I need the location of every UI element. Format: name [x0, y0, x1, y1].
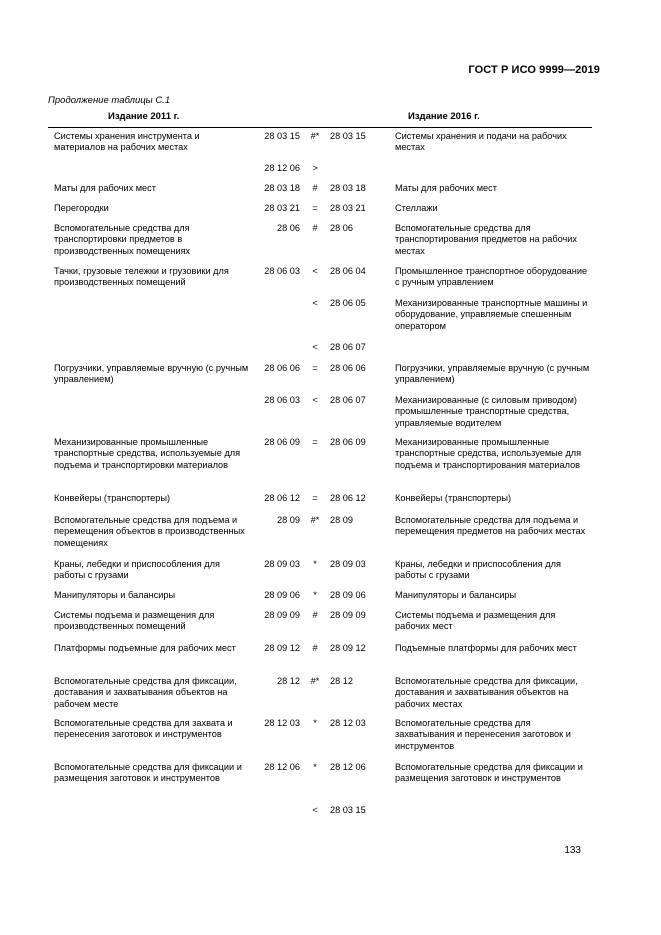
- new-edition-code: 28 06 12: [330, 493, 366, 503]
- new-edition-code: 28 06 09: [330, 437, 366, 447]
- relation-symbol: >: [312, 163, 318, 173]
- new-edition-code: 28 06 07: [330, 342, 366, 352]
- old-edition-name: Манипуляторы и балансиры: [54, 590, 176, 600]
- header-edition-2011: Издание 2011 г.: [108, 111, 180, 122]
- table-header: [48, 108, 592, 128]
- relation-symbol: =: [312, 493, 318, 503]
- new-edition-code: 28 09 06: [330, 590, 366, 600]
- new-edition-name: Манипуляторы и балансиры: [395, 590, 517, 600]
- old-edition-name: Маты для рабочих мест: [54, 183, 156, 193]
- new-edition-name: Погрузчики, управляемые вручную (с ручным управлением): [395, 363, 590, 385]
- relation-symbol: #*: [310, 131, 320, 141]
- old-edition-name: Механизированные промышленные транспортные средства, используемые для подъема и транспортировки материалов: [54, 437, 241, 470]
- new-edition-code: 28 06 06: [330, 363, 366, 373]
- new-edition-code: 28 06: [330, 223, 353, 233]
- old-edition-name: Вспомогательные средства для транспортировки предметов в производственных помещениях: [54, 223, 191, 256]
- new-edition-code: 28 09 03: [330, 559, 366, 569]
- new-edition-name: Механизированные промышленные транспортные средства, используемые для подъема и транспортирования материалов: [395, 437, 582, 470]
- relation-symbol: #*: [310, 515, 320, 525]
- relation-symbol: #: [312, 183, 318, 193]
- old-edition-code: 28 03 21: [264, 203, 300, 213]
- new-edition-name: Стеллажи: [395, 203, 438, 213]
- old-edition-name: Платформы подъемные для рабочих мест: [54, 643, 236, 653]
- relation-symbol: <: [312, 298, 318, 308]
- page-number: 133: [564, 845, 581, 856]
- new-edition-code: 28 12 03: [330, 718, 366, 728]
- new-edition-name: Конвейеры (транспортеры): [395, 493, 512, 503]
- old-edition-name: Вспомогательные средства для фиксации и размещения заготовок и инструментов: [54, 762, 242, 784]
- old-edition-code: 28 09 06: [264, 590, 300, 600]
- relation-symbol: *: [313, 718, 317, 728]
- new-edition-name: Подъемные платформы для рабочих мест: [395, 643, 577, 653]
- old-edition-name: Тачки, грузовые тележки и грузовики для производственных помещений: [54, 266, 229, 288]
- old-edition-code: 28 06 06: [264, 363, 300, 373]
- new-edition-code: 28 12: [330, 676, 353, 686]
- new-edition-code: 28 12 06: [330, 762, 366, 772]
- old-edition-code: 28 06 03: [264, 266, 300, 276]
- new-edition-code: 28 03 15: [330, 805, 366, 815]
- old-edition-name: Перегородки: [54, 203, 109, 213]
- old-edition-code: 28 03 15: [264, 131, 300, 141]
- new-edition-code: 28 06 05: [330, 298, 366, 308]
- old-edition-name: Погрузчики, управляемые вручную (с ручным управлением): [54, 363, 249, 385]
- old-edition-code: 28 12 03: [264, 718, 300, 728]
- relation-symbol: *: [313, 590, 317, 600]
- new-edition-name: Системы хранения и подачи на рабочих местах: [395, 131, 567, 153]
- relation-symbol: =: [312, 203, 318, 213]
- new-edition-name: Вспомогательные средства для захватывания и перенесения заготовок и инструментов: [395, 718, 571, 751]
- new-edition-code: 28 03 15: [330, 131, 366, 141]
- table-caption: Продолжение таблицы С.1: [48, 95, 171, 106]
- old-edition-name: Вспомогательные средства для захвата и перенесения заготовок и инструментов: [54, 718, 233, 740]
- old-edition-code: 28 03 18: [264, 183, 300, 193]
- new-edition-name: Промышленное транспортное оборудование с ручным управлением: [395, 266, 588, 288]
- new-edition-code: 28 03 21: [330, 203, 366, 213]
- new-edition-name: Вспомогательные средства для фиксации и размещения заготовок и инструментов: [395, 762, 583, 784]
- old-edition-name: Краны, лебедки и приспособления для работы с грузами: [54, 559, 220, 581]
- old-edition-code: 28 12 06: [264, 163, 300, 173]
- new-edition-code: 28 06 07: [330, 395, 366, 405]
- new-edition-name: Вспомогательные средства для подъема и перемещения предметов на рабочих местах: [395, 515, 586, 537]
- old-edition-code: 28 09: [277, 515, 300, 525]
- relation-symbol: #: [312, 223, 318, 233]
- new-edition-code: 28 09 09: [330, 610, 366, 620]
- new-edition-name: Вспомогательные средства для фиксации, доставания и захватывания объектов на рабочих местах: [395, 676, 578, 709]
- new-edition-name: Вспомогательные средства для транспортирования предметов на рабочих местах: [395, 223, 578, 256]
- new-edition-code: 28 06 04: [330, 266, 366, 276]
- old-edition-name: Конвейеры (транспортеры): [54, 493, 171, 503]
- old-edition-code: 28 06 09: [264, 437, 300, 447]
- old-edition-code: 28 09 12: [264, 643, 300, 653]
- relation-symbol: *: [313, 559, 317, 569]
- relation-symbol: #: [312, 610, 318, 620]
- new-edition-name: Системы подъема и размещения для рабочих мест: [395, 610, 556, 632]
- old-edition-code: 28 09 03: [264, 559, 300, 569]
- relation-symbol: #*: [310, 676, 320, 686]
- old-edition-code: 28 09 09: [264, 610, 300, 620]
- new-edition-code: 28 09 12: [330, 643, 366, 653]
- relation-symbol: <: [312, 266, 318, 276]
- relation-symbol: #: [312, 643, 318, 653]
- new-edition-name: Механизированные транспортные машины и оборудование, управляемые спешенным оператором: [395, 298, 588, 331]
- old-edition-code: 28 06 03: [264, 395, 300, 405]
- relation-symbol: <: [312, 805, 318, 815]
- relation-symbol: <: [312, 395, 318, 405]
- relation-symbol: *: [313, 762, 317, 772]
- new-edition-name: Механизированные (с силовым приводом) промышленные транспортные средства, управляемые водителем: [395, 395, 577, 428]
- relation-symbol: <: [312, 342, 318, 352]
- old-edition-name: Вспомогательные средства для подъема и перемещения объектов в производственных помещениях: [54, 515, 245, 548]
- relation-symbol: =: [312, 363, 318, 373]
- old-edition-code: 28 06 12: [264, 493, 300, 503]
- old-edition-name: Системы подъема и размещения для производственных помещений: [54, 610, 215, 632]
- old-edition-name: Вспомогательные средства для фиксации, доставания и захватывания объектов на рабочем месте: [54, 676, 237, 709]
- old-edition-code: 28 12 06: [264, 762, 300, 772]
- new-edition-code: 28 03 18: [330, 183, 366, 193]
- old-edition-code: 28 06: [277, 223, 300, 233]
- header-edition-2016: Издание 2016 г.: [408, 111, 480, 122]
- document-code: ГОСТ Р ИСО 9999—2019: [468, 64, 600, 76]
- old-edition-name: Системы хранения инструмента и материалов на рабочих местах: [54, 131, 200, 153]
- new-edition-name: Маты для рабочих мест: [395, 183, 497, 193]
- new-edition-name: Краны, лебедки и приспособления для работы с грузами: [395, 559, 561, 581]
- new-edition-code: 28 09: [330, 515, 353, 525]
- relation-symbol: =: [312, 437, 318, 447]
- old-edition-code: 28 12: [277, 676, 300, 686]
